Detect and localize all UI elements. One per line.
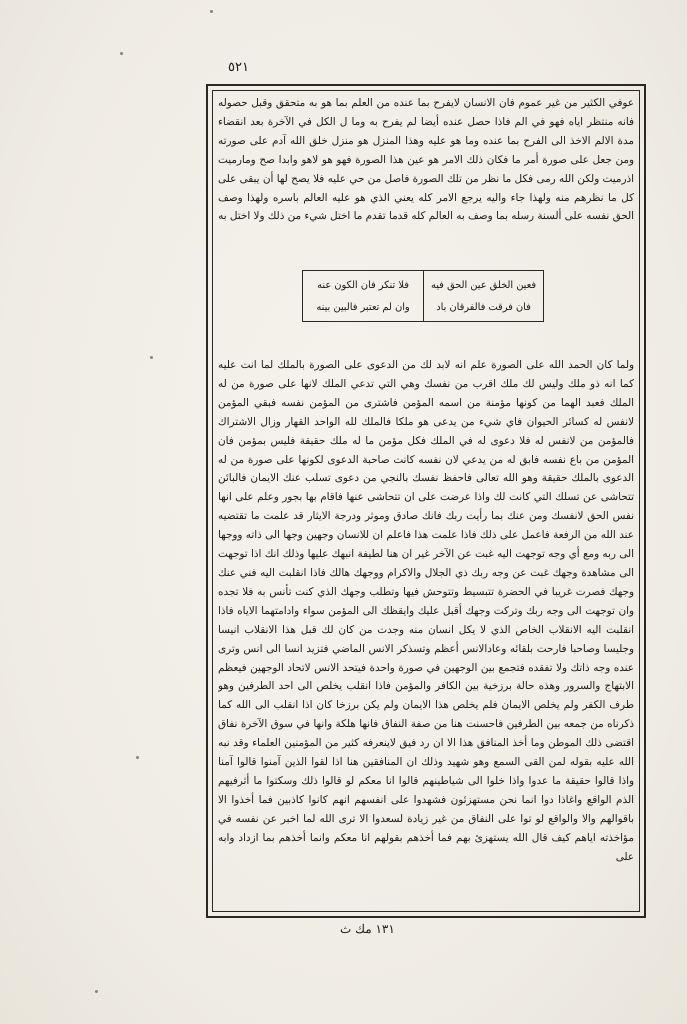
page-number: ٥٢١ — [228, 60, 249, 75]
paper-speck — [136, 756, 139, 759]
paper-speck — [120, 52, 123, 55]
paper-speck — [210, 10, 213, 13]
verse-line: فلا تنكر فان الكون عنه — [317, 279, 409, 291]
verse-line: وان لم تعتبر فالبين بينه — [316, 301, 410, 313]
paper-speck — [150, 356, 153, 359]
verse-line: فعين الخلق عين الحق فيه — [430, 279, 537, 291]
paper-speck — [95, 990, 98, 993]
verse-column-left — [303, 271, 423, 321]
text-block-lower — [218, 356, 634, 910]
text-frame — [206, 84, 646, 918]
verse-column-right — [423, 271, 543, 321]
text-block-upper — [218, 94, 634, 264]
paragraph-lower: ولما كان الحمد الله على الصورة علم انه لابد لك من الدعوى على الصورة بالملك لما انت عليه كما انه ذو ملك وليس لك ملك اقرب من نفسك وهي التي تدعي الملك لانها على صورة من له الملك فعبد الهما من كونها مؤمنة من اسمه المؤمن فاشترى من المؤمن نفسه فبقي المؤمن لانفس له كسائر الحيوان فاي شيء من يدعى هو ملكا فالملك لله الواحد القهار وزال الاشتراك فالمؤمن من لانفس له فلا دعوى له في الملك فكل مؤمن ما له ملك حقيقة فليس بمؤمن فان المؤمن من باع نفسه فابق له من يدعي لان نفسه كانت صاحبة الدعوى لكونها على صورة من له الدعوى بالملك حقيقة وهو الله تعالى فاحفظ نفسك بالنجي من دعوى تسلب عنك الايمان فالبائن تتحاشى عن تسلك التي كانت لك واذا عرضت على ان تتحاشى عنها فاقام بها بجور وعلم على انها نفس الحق لانفسك ومن عنك بما رأيت ربك فانك صادق وموثر ودرجة الايثار قد علمت ما تقتضيه عند الله من الرفعة فاعمل على ذلك فاذا علمت هذا فاعلم ان للانسان وجهين وجها الى ذاته ووجها الى ربه ومع أي وجه توجهت اليه غبت عن الآخر غير ان هنا لطيفة انبهك عليها وذلك انك اذا توجهت الى مشاهدة وجهك غبت عن وجه ربك ذي الجلال والاكرام ووجهك هالك فاذا انقلبت اليه فني عنك وجهك فصرت غريبا في الحضرة تتبسيط وتتوحش فيها وتطلب وجهك الذي كنت تأنس به فلا تجده وان توجهت الى وجه ربك وتركت وجهك أقبل عليك وايقظك الى المؤمن سواء وادامتهما الاياه فاذا انقلبت اليه الانقلاب الخاص الذي لا يكل انسان منه وجدت من كان لك قبل هذا الانقلاب انيسا وجليسا وصاحبا فارحت بلقائه وعادالانس أعظم وتسذكر الانس الماضي فتزيد انسا الى انس وترى عنده وجه ذاتك ولا تفقده فتجمع بين الوجهين في صورة واحدة فيتحد الانس لاتحاد الوجهين فيعظم الابتهاج والسرور وهذه حالة برزخية بين الكافر والمؤمن فاذا انقلب يخلص الى احد الطرفين وهو طرف الكفر ولم يخلص الايمان فلم يخلص هذا الايمان ولم يكن برزخا كان اذا انقلب الى الله كما ذكرناه من جمعه بين الطرفين فاحسنت هنا من صفة النفاق فانها هلكة وانها في سوق الآخرة نفاق اقتضى ذلك الموطن وما أخذ المنافق هذا الا ان رد فيق لاينعرفه كثير من المؤمنين العلماء وقد نبه الله عليه بقوله لمن القى السمع وهو شهيد وذلك ان المنافقين هنا اذا لقوا الذين آمنوا قالوا آمنا واذا قالوا حقيقة ما عدوا واذا خلوا الى شياطينهم قالوا انا معكم لو قالوا ذلك وسكتوا ما أثرفيهم الذم الواقع واغاذا دوا انما نحن مستهزئون فشهدوا على انفسهم انهم كانوا كاذبين فما أخذوا الا باقوالهم والا والواقع لو توا على النفاق من غير زيادة لسعدوا الا ترى الله لما اخبر عن نفسه في مؤاخذته اياهم كيف قال الله يستهزئ بهم فما أخذهم بقولهم انا معكم وانما أخذهم بما ازداد وابه على — [218, 359, 634, 863]
page-footer-signature: ١٣١ مك ث — [340, 922, 395, 936]
verse-line: فان فرقت فالفرقان باد — [436, 301, 531, 313]
verse-box — [302, 270, 544, 322]
paragraph-upper: عوفي الكثير من غير عموم فان الانسان لايفرح بما عنده من العلم بما هو به متحقق وقبل حصوله فانه منتظر اياه فهو في الم فاذا حصل عنده أيضا لم يفرح به وما ل الكل في الآخرة بعد انقضاء مدة الالم الاخذ الى الفرح بما عنده وما هو عليه وهذا المنزل هو منزل خلق الله آدم على صورته ومن جعل على صورة أمر ما فكان ذلك الامر هو عين هذا الصورة فهو هو لاهو وابدا صح ومارميت اذرميت ولكن الله رمى فكل ما نظر من تلك الصورة فاصل من حي عليه فلا يصح لها أن يبقى على كل ما نظرهم منه ولهذا جاء واليه يرجع الامر كله يعني الذي هو عليه العالم باسره ولهذا وصف الحق نفسه على ألسنة رسله بما وصف به العالم كله قدما تقدم ما اختل شيء من ذلك ولا اختل به — [218, 97, 634, 223]
